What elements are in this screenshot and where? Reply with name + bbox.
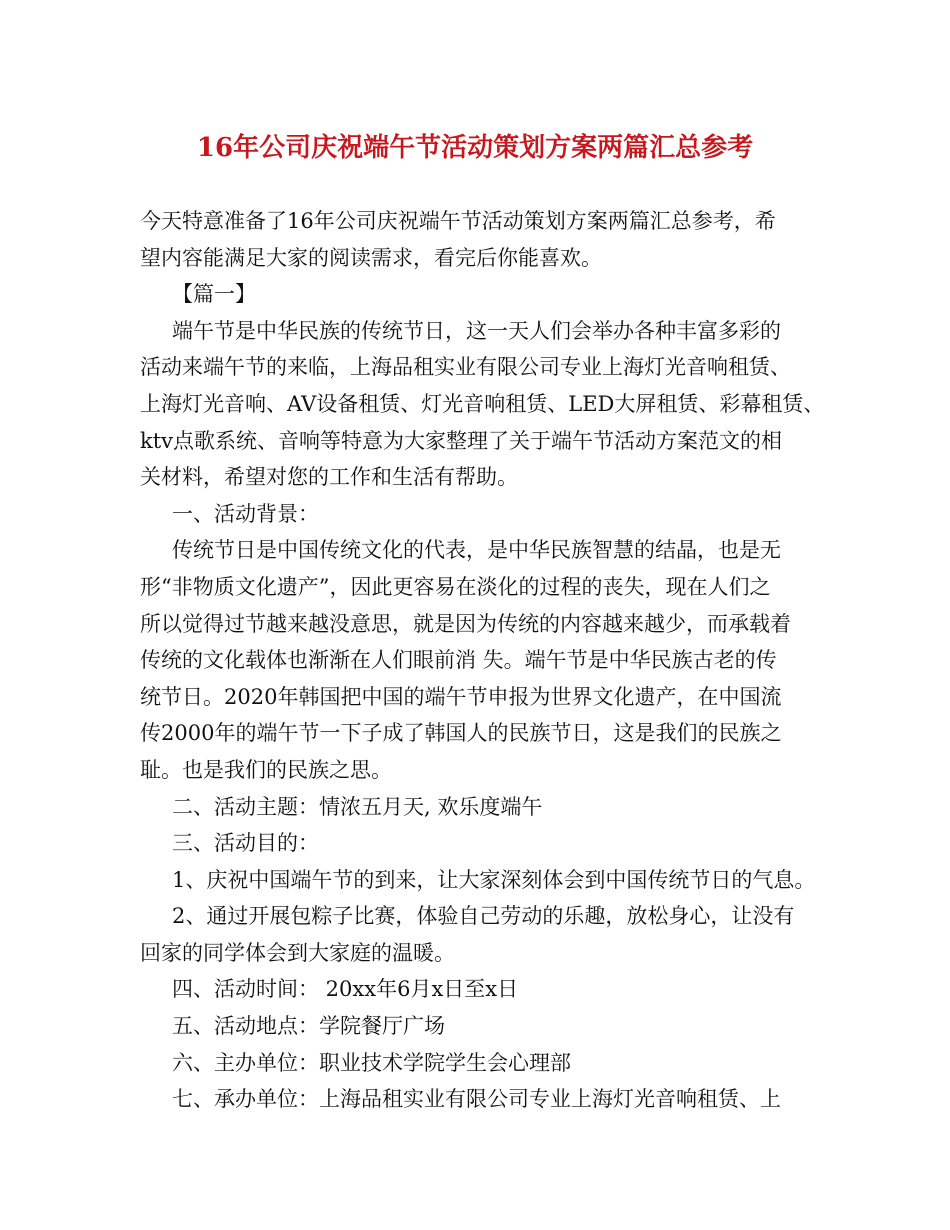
list-item: 2、通过开展包粽子比赛，体验自己劳动的乐趣，放松身心，让没有 [172, 904, 795, 929]
paragraph-line: 统节日。2020年韩国把中国的端午节申报为世界文化遗产，在中国流 [140, 684, 782, 709]
paragraph-line: 上海灯光音响、AV设备租赁、灯光音响租赁、LED大屏租赁、彩幕租赁、 [140, 391, 825, 416]
section-heading: 一、活动背景： [172, 501, 319, 526]
section-heading: 二、活动主题：情浓五月天, 欢乐度端午 [172, 794, 543, 819]
paragraph-line: ktv点歌系统、音响等特意为大家整理了关于端午节活动方案范文的相 [140, 428, 783, 453]
paragraph-line: 形“非物质文化遗产”，因此更容易在淡化的过程的丧失，现在人们之 [140, 574, 771, 599]
section-heading: 五、活动地点：学院餐厅广场 [172, 1014, 445, 1039]
paragraph-line: 端午节是中华民族的传统节日，这一天人们会举办各种丰富多彩的 [172, 318, 781, 343]
paragraph-line: 活动来端午节的来临，上海品租实业有限公司专业上海灯光音响租赁、 [140, 355, 791, 380]
paragraph-line: 传统的文化载体也渐渐在人们眼前消 失。端午节是中华民族古老的传 [140, 648, 777, 673]
paragraph-line: 所以觉得过节越来越没意思，就是因为传统的内容越来越少，而承载着 [140, 611, 791, 636]
section-heading: 七、承办单位：上海品租实业有限公司专业上海灯光音响租赁、上 [172, 1087, 781, 1112]
list-item: 1、庆祝中国端午节的到来，让大家深刻体会到中国传统节日的气息。 [172, 867, 816, 892]
paragraph-line: 传2000年的端午节一下子成了韩国人的民族节日，这是我们的民族之 [140, 721, 782, 746]
paragraph-line: 今天特意准备了16年公司庆祝端午节活动策划方案两篇汇总参考，希 [140, 209, 776, 233]
section-heading: 六、主办单位：职业技术学院学生会心理部 [172, 1050, 571, 1075]
paragraph-line: 传统节日是中国传统文化的代表，是中华民族智慧的结晶，也是无 [172, 538, 781, 563]
document-body [140, 203, 825, 1118]
paragraph-line: 耻。也是我们的民族之思。 [140, 757, 392, 782]
section-heading: 【篇一】 [172, 282, 256, 307]
document-title: 16年公司庆祝端午节活动策划方案两篇汇总参考 [196, 133, 754, 163]
list-item-continuation: 回家的同学体会到大家庭的温暖。 [140, 940, 455, 965]
section-heading: 四、活动时间： 20xx年6月x日至x日 [172, 977, 519, 1002]
paragraph-line: 关材料，希望对您的工作和生活有帮助。 [140, 465, 518, 490]
section-heading: 三、活动目的： [172, 831, 319, 856]
paragraph-line: 望内容能满足大家的阅读需求，看完后你能喜欢。 [140, 245, 602, 270]
